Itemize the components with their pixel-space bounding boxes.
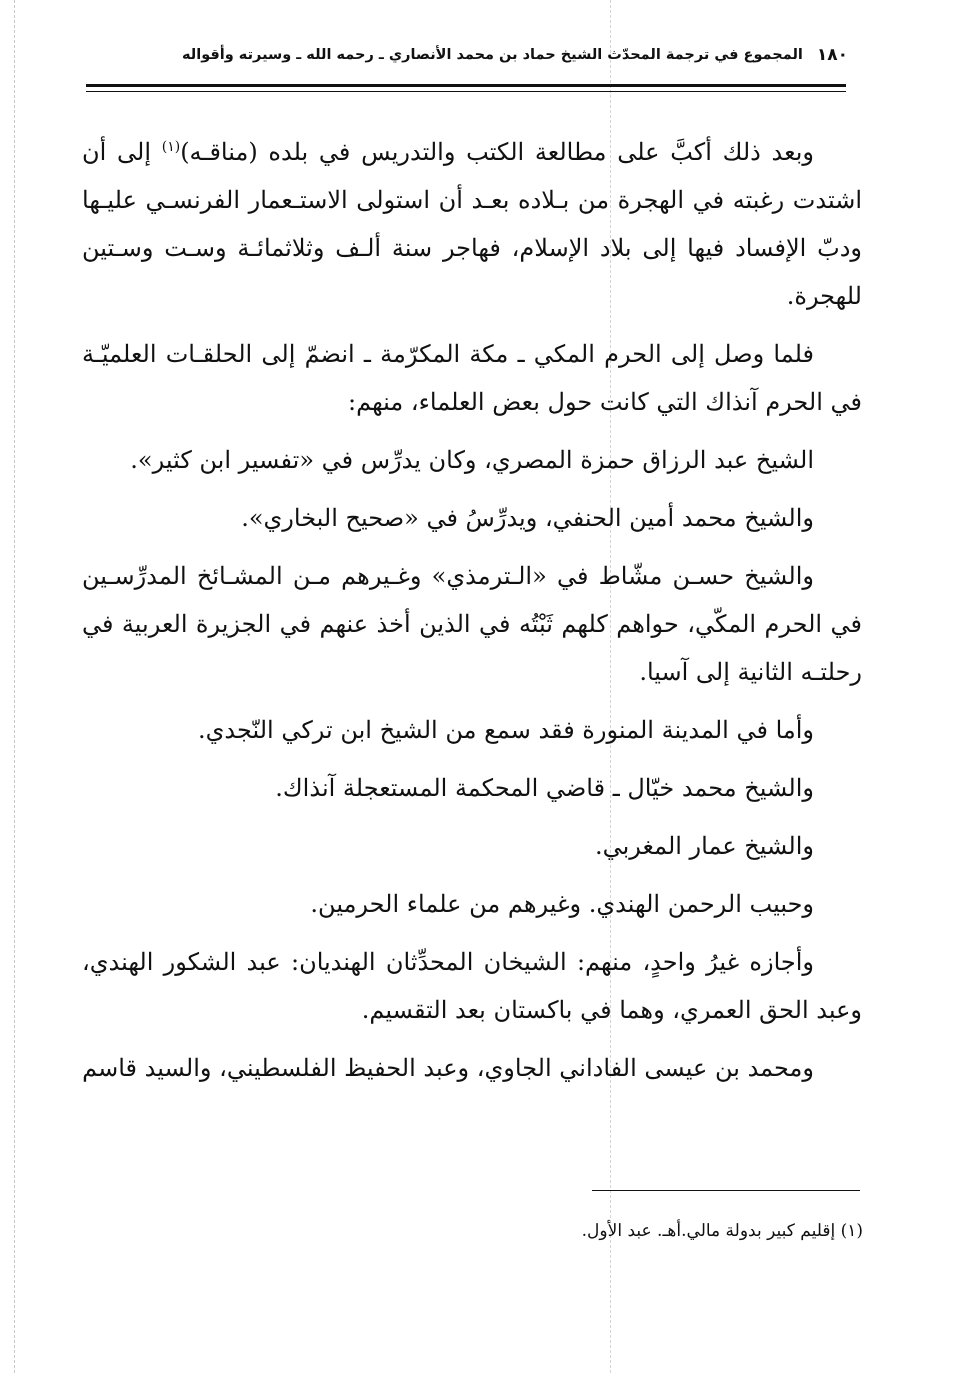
paragraph-9: وحبيب الرحمن الهندي. وغيرهم من علماء الحرمين. (310, 890, 814, 918)
footnote-separator (592, 1190, 860, 1191)
paragraph-5: والشيخ حسـن مشّاط في «الـترمذي» وغـيرهم مـن المشـائخ المدرِّسـين في الحرم المكّي، حواهم كلهم ثَبْتُه في الذين أخذ عنهم في الجزيرة العربية في رحلتـه الثانية إلى آسيا. (82, 562, 862, 686)
running-title: المجموع في ترجمة المحدّث الشيخ حماد بن محمد الأنصاري ـ رحمه الله ـ وسيرته وأقواله (181, 47, 803, 63)
paragraph-1-text-b: إلى أن اشتدت رغبته في الهجرة من بـلاده بعـد أن استولى الاستـعمار الفرنسـي عليـها ودبّ الإفساد فيها إلى بلاد الإسلام، فهاجر سنة ألـف وثلاثمائـة وسـت وسـتين للهجرة. (82, 138, 862, 310)
paragraph-8: والشيخ عمار المغربي. (594, 832, 814, 860)
paragraph-1 (82, 128, 862, 320)
paragraph-2: فلما وصل إلى الحرم المكي ـ مكة المكرّمة ـ انضمّ إلى الحلقـات العلميّـة في الحرم آنذاك التي كانت حول بعض العلماء، منهم: (82, 340, 862, 416)
paragraph-10: وأجازه غيرُ واحدٍ، منهم: الشيخان المحدِّثان الهنديان: عبد الشكور الهندي، وعبد الحق العمري، وهما في باكستان بعد التقسيم. (82, 948, 862, 1024)
footnote: (١) إقليم كبير بدولة مالي.أهـ. عبد الأول. (581, 1221, 863, 1241)
header-rule-thin (86, 91, 846, 92)
paragraph-3: الشيخ عبد الرزاق حمزة المصري، وكان يدرِّس في «تفسير ابن كثير». (130, 446, 814, 474)
page-number: ١٨٠ (816, 45, 848, 65)
paragraph-1-text-a: وبعد ذلك أكبَّ على مطالعة الكتب والتدريس في بلده (مناقـه) (180, 138, 814, 166)
body-text (82, 128, 862, 1102)
header-rule-thick (86, 84, 846, 87)
footnote-reference: (١) (161, 139, 181, 155)
running-header (108, 40, 848, 70)
paragraph-4: والشيخ محمد أمين الحنفي، ويدرِّسُ في «صحيح البخاري». (241, 504, 814, 532)
paragraph-6: وأما في المدينة المنورة فقد سمع من الشيخ ابن تركي النّجدي. (197, 716, 814, 744)
paragraph-11: ومحمد بن عيسى الفاداني الجاوي، وعبد الحفيظ الفلسطيني، والسيد قاسم (82, 1054, 814, 1082)
scan-guide-line-left (14, 0, 15, 1373)
paragraph-7: والشيخ محمد خيّال ـ قاضي المحكمة المستعجلة آنذاك. (275, 774, 814, 802)
